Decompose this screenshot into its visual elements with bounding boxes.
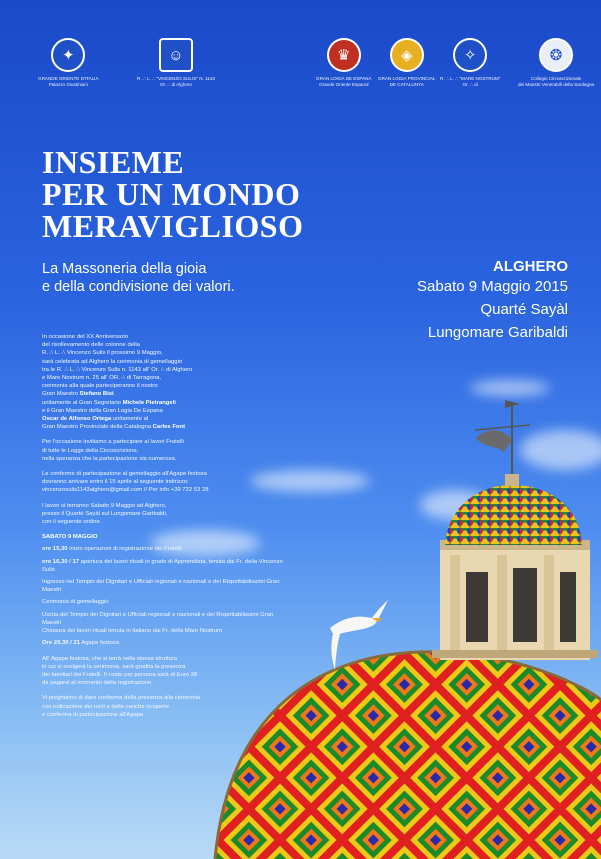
program-section [42,533,292,647]
logo-vincenzo-sulis [137,38,215,88]
intro-paragraph [42,333,292,431]
program-time: ore 16,30 / 17 [42,558,80,565]
body-text [42,333,292,726]
text-line: e Mare Nostrum n. 25 all' OR. ∴ di Tarragona, [42,375,162,382]
text-line: da pagarsi al momento della registrazione. [42,680,154,687]
program-time: Ore 20,30 / 21 [42,640,80,647]
logo-caption: GRAN LOGIA DE ESPANA Grande Oriente Espanol [316,76,372,87]
program-text: Ingresso nel Tempio dei Dignitari e Ufficiali regionali e nazionali e dei Rispettabilissimi Gran Maestri [42,579,280,594]
program-heading-text: SABATO 9 MAGGIO [42,534,98,541]
text-line: Gran Maestro [42,391,80,398]
text-line: presso il Quarté Sayàl sul Lungomare Garibaldi, [42,510,168,517]
event-address: Lungomare Garibaldi [427,324,568,341]
text-line: tra le R. ∴ L. ∴ Vincenzo Sulis n. 1143 all' Or. ∴ di Alghero [42,366,193,373]
logo-mare-nostrum [440,38,500,88]
text-line: Per l'occasione invitiamo a partecipare ai lavori Fratelli [42,439,184,446]
text-line: dovranno arrivare entro il 15 aprile al seguente indirizzo: [42,479,189,486]
page-title [42,146,303,242]
text-line: Le conferme di partecipazione al gemellaggio all'Agape festosa [42,471,207,478]
program-text: Chiusura dei lavori rituali tenuta in italiano dai Fr. della Mare Nostrum [42,628,223,635]
logo-collegio [518,38,594,88]
program-item [42,578,292,594]
contact-line[interactable]: vincenzosulis1143alghero@gmail.com // Per info +39 722 53 28 [42,487,209,494]
catalan-lodge-icon: ◈ [390,38,424,72]
program-item [42,611,292,627]
closing-paragraph [42,694,292,719]
spain-lodge-icon: ♛ [327,38,361,72]
program-item [42,545,292,553]
text-line: di tutte le Logge della Circoscrizione, [42,447,139,454]
program-item [42,639,292,647]
portrait-icon: ☺ [159,38,193,72]
program-text: apertura dei lavori rituali in grado di Apprendista, tenuta dai Fr. della Vincenzo Sulis [42,558,283,573]
agape-paragraph [42,655,292,688]
text-line: dei familiari dei Fratelli. Il costo per persona sarà di Euro 38 [42,671,198,678]
subtitle-line: La Massoneria della gioia [42,261,207,277]
text-line: I lavori si terranno Sabato 9 Maggio ad Alghero, [42,502,167,509]
text-line: R. ∴ L. ∴ Vincenzo Sulis il prossimo 9 Maggio, [42,350,163,357]
text-line: All' Agape festosa, che si terrà nella stessa struttura [42,655,178,662]
event-date: Sabato 9 Maggio 2015 [417,278,568,295]
text-line: sarà celebrata ad Alghero la cerimonia di gemellaggio [42,358,183,365]
logo-caption: R. ∴ L. ∴ "MARE NOSTRUM" Or. ∴ di [440,76,501,87]
text-line: nella speranza che la partecipazione sia numerosa. [42,455,177,462]
event-venue: Quarté Sayàl [480,301,568,318]
title-line: PER UN MONDO [42,176,301,212]
logo-caption: GRAN LOGIA PROVINCIAL DE CATALUNYA [378,76,436,87]
program-text: inizio operazioni di registrazione dei Fratelli [69,546,182,553]
program-item [42,558,292,574]
text-line: e conferma di partecipazione all'Agape. [42,711,145,718]
text-line: In occasione del XX Anniversario [42,334,129,340]
event-city: ALGHERO [493,258,568,275]
logo-grande-oriente [38,38,99,88]
text-line: cerimonia alla quale parteciperanno il nostro [42,383,158,390]
program-text: Cerimonia di gemellaggio [42,599,109,606]
confirm-paragraph [42,470,292,495]
program-item [42,627,292,635]
venue-paragraph [42,502,292,527]
spanish-master-name: Oscar de Alfonso Ortega [42,416,112,423]
collegio-icon: ❂ [539,38,573,72]
program-item [42,598,292,606]
text-line: unitamente al Gran Segretario [42,399,123,406]
title-line: MERAVIGLIOSO [42,208,304,244]
program-text: Agape festosa [81,640,119,647]
logo-gran-logia-espana [316,38,372,88]
program-text: Uscita del Tempio dei Dignitari e Ufficiali regionali e nazionali e dei Rispettabilissimi Gran Maestri [42,611,274,626]
logo-caption: R. ∴ L. ∴ "VINCENZO SULIS" N. 1143 Or. ∴ di Alghero [137,76,215,87]
text-line: del risollevamento delle colonne della [42,342,140,349]
mare-nostrum-icon: ✧ [453,38,487,72]
catalan-master-name: Carles Font [152,424,186,431]
title-line: INSIEME [42,144,185,180]
program-heading [42,533,292,541]
subtitle-line: e della condivisione dei valori. [42,279,235,295]
text-line: Gran Maestro Provinciale della Catalogna [42,424,153,431]
masonic-seal-icon: ✦ [51,38,85,72]
text-line: in cui si svolgerà la cerimonia, sarà gradita la presenza [42,663,186,670]
event-info [417,258,568,344]
logo-caption: GRANDE ORIENTE D'ITALIA Palazzo Giustiniani [38,76,99,87]
program-time: ore 15,30 [42,546,68,553]
text-line: con il seguente ordine. [42,519,102,526]
secretary-name: Michele Pietrangeli [122,399,176,406]
text-line: Vi preghiamo di dare conferma della presenza alla cerimonia [42,695,201,702]
text-line: con indicazione dei ruoli e delle cariche ricoperte [42,703,170,710]
text-line: unitamente al [111,416,149,423]
subtitle [42,260,235,296]
invite-paragraph [42,438,292,463]
logo-gran-logia-catalunya [378,38,435,88]
text-line: e il Gran Maestro della Gran Logia De Espana [42,407,163,414]
logo-caption: Collegio Circoscrizionale dei Maestri Venerabili della Sardegna [518,76,595,87]
grand-master-name: Stefano Bisi [79,391,114,398]
